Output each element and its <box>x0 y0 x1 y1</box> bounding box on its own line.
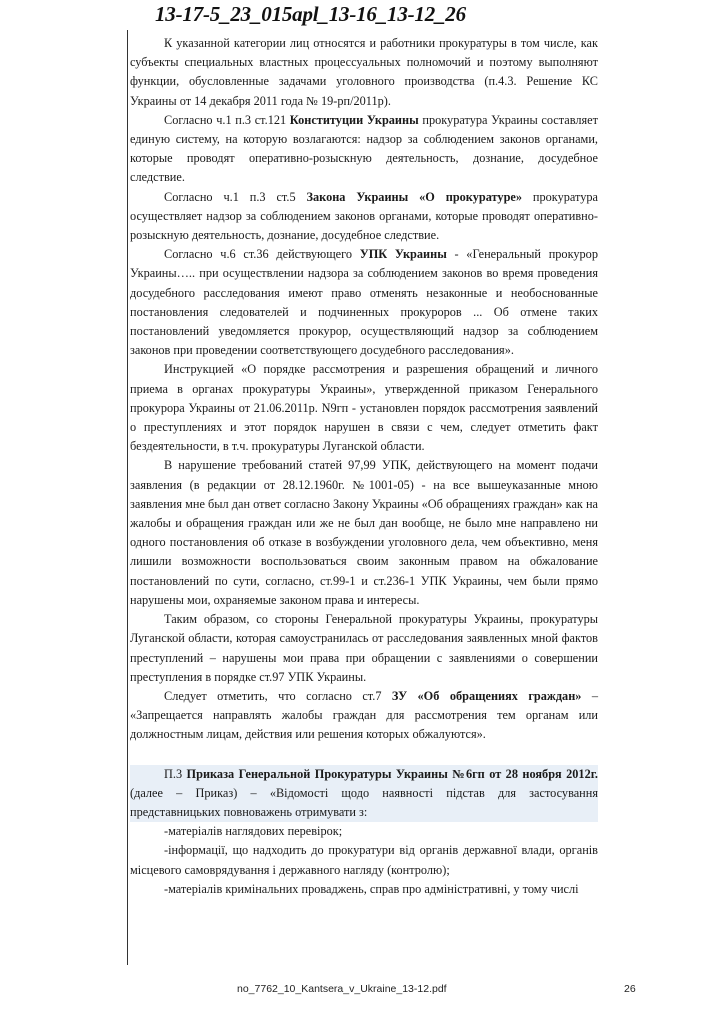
paragraph-1: К указанной категории лиц относятся и работники прокуратуры в том числе, как субъекты специальных властных процессуальных полномочий и поэтому выполняют функции, обусловленные задачами уголовного производства (п.4.3. Решение КС Украины от 14 декабря 2011 года № 19-рп/2011р). <box>130 36 598 108</box>
bold-ref-appeals-law: ЗУ «Об обращениях граждан» <box>391 688 582 703</box>
bold-ref-order: Приказа Генеральной Прокуратуры Украины №6гп от 28 ноября 2012г. <box>186 766 598 781</box>
paragraph-7: Таким образом, со стороны Генеральной прокуратуры Украины, прокуратуры Луганской области, которая самоустранилась от расследования заявленных мной фактов преступлений – нарушены мои права при обращении с заявлениями о совершении преступления в порядке ст.97 УПК Украины. <box>130 612 598 684</box>
footer-page-number: 26 <box>624 983 636 995</box>
paragraph-6: В нарушение требований статей 97,99 УПК, действующего на момент подачи заявления (в редакции от 28.12.1960г. №1001-05) - на все вышеуказанные мною заявления мне был дан ответ согласно Закону Украины «Об обращениях граждан» как на жалобы и обращения граждан или же не был дан вообще, не было мне направлено ни одного постановления об отказе в возбуждении уголовного дела, чем объективно, меня лишили возможности воспользоваться своим законным правом на обжалование постановлений по сути, согласно, ст.99-1 и ст.236-1 УПК Украины, чем были прямо нарушены мои, охраняемые законом права и интересы. <box>130 458 598 607</box>
document-body <box>130 34 598 899</box>
paragraph-4: Согласно ч.6 ст.36 действующего УПК Украины - «Генеральный прокурор Украины….. при осуществлении надзора за соблюдением законов во время проведения досудебного расследования имеют право отменять незаконные и необоснованные постановления следователей и подчиненных прокуроров ... Об отмене таких постановлений уведомляется прокурор, осуществляющий надзор за соблюдением законов при проведении соответствующего досудебного расследования». <box>130 247 598 358</box>
document-header-title: 13-17-5_23_015apl_13-16_13-12_26 <box>155 2 466 26</box>
bold-ref-cpc: УПК Украины <box>359 247 447 262</box>
list-item: -матеріалів наглядових перевірок; <box>164 824 343 839</box>
bold-ref-prosecutor-law: Закона Украины «О прокуратуре» <box>306 189 523 204</box>
paragraph-8: Следует отметить, что согласно ст.7 ЗУ «Об обращениях граждан» – «Запрещается направлять жалобы граждан для рассмотрения тем органам или должностным лицам, действия или решения которых обжалуются». <box>130 688 598 742</box>
paragraph-3: Согласно ч.1 п.3 ст.5 Закона Украины «О прокуратуре» прокуратура осуществляет надзор за соблюдением законов органами, которые проводят оперативно-розыскную деятельность, дознание, досудебное следствие. <box>130 189 598 243</box>
list-item: -матеріалів кримінальних проваджень, справ про адміністративні, у тому числі <box>164 881 579 896</box>
footer-filename: no_7762_10_Kantsera_v_Ukraine_13-12.pdf <box>237 983 447 995</box>
bold-ref-constitution: Конституции Украины <box>289 112 419 127</box>
paragraph-gap <box>130 745 598 765</box>
paragraph-2: Согласно ч.1 п.3 ст.121 Конституции Украины прокуратура Украины составляет единую систему, на которую возлагаются: надзор за соблюдением законов органами, которые проводят оперативно-розыскную деятельность, дознание, досудебное следствие. <box>130 112 598 185</box>
paragraph-5: Инструкцией «О порядке рассмотрения и разрешения обращений и личного приема в органах прокуратуры Украины», утвержденной приказом Генерального прокурора Украины от 21.06.2011р. N9гп - установлен порядок рассмотрения заявлений о преступлениях и этот порядок нарушен в связи с чем, следует отметить факт бездеятельности, в т.ч. прокуратуры Луганской области. <box>130 362 598 454</box>
highlighted-paragraph: П.3 Приказа Генеральной Прокуратуры Украины №6гп от 28 ноября 2012г.(далее – Приказ) – «Відомості щодо наявності підстав для застосування представницьких повноважень отримувати з: <box>130 765 598 823</box>
list-item: -інформації, що надходить до прокуратури від органів державної влади, органів місцевого самоврядування і державного нагляду (контролю); <box>130 843 598 877</box>
left-margin-rule <box>127 30 128 965</box>
